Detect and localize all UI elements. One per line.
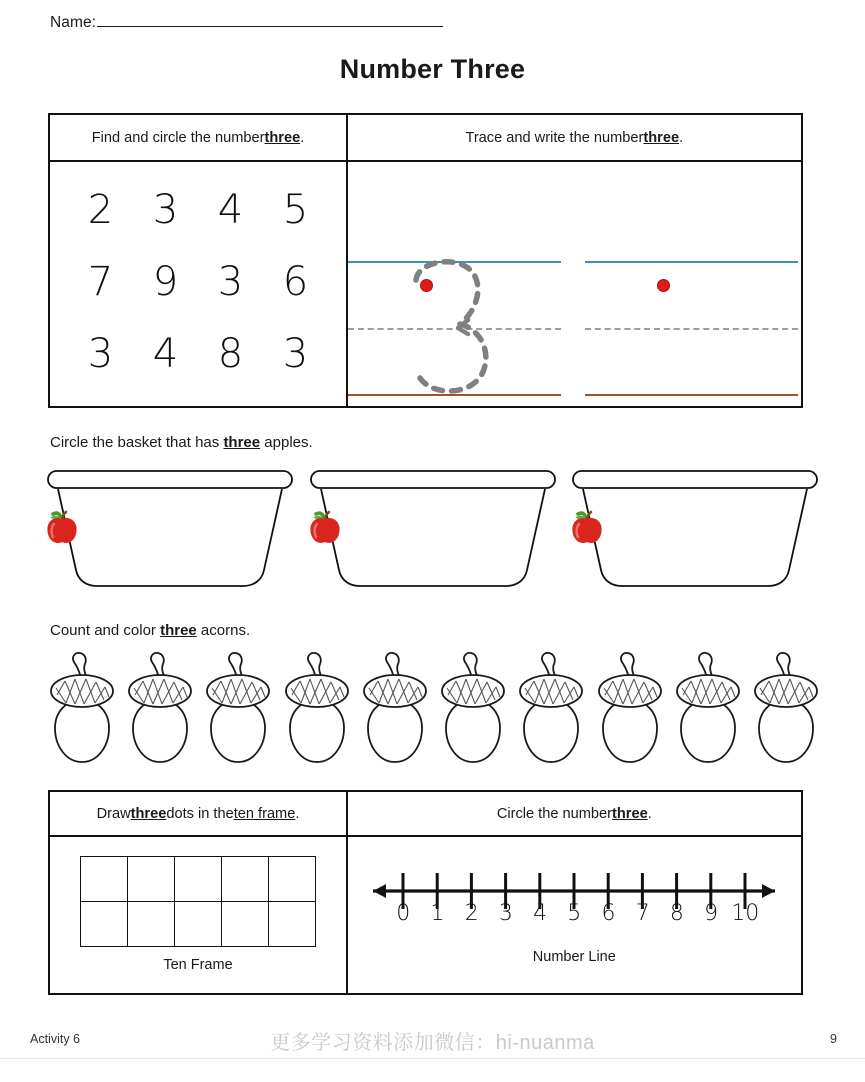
grid-digit[interactable]: 6: [282, 259, 309, 305]
acorn-icon[interactable]: [200, 648, 276, 768]
ten-frame-wrapper: [50, 837, 346, 993]
ten-frame-column: [50, 792, 348, 993]
name-label: Name:: [50, 14, 97, 31]
trace-start-dot: [657, 279, 670, 292]
grid-digit[interactable]: 3: [282, 331, 309, 377]
numline-heading-keyword: three: [612, 805, 648, 822]
grid-digit[interactable]: 3: [217, 259, 244, 305]
ten-frame-cell[interactable]: [221, 901, 269, 947]
trace-write-column: [348, 115, 801, 406]
trace-heading-prefix: Trace and write the number: [465, 129, 644, 146]
basket-shape-icon: [570, 468, 820, 590]
find-heading-prefix: Find and circle the number: [91, 129, 265, 146]
acorn-icon[interactable]: [435, 648, 511, 768]
ten-frame-cell[interactable]: [221, 856, 269, 902]
tracing-area: [348, 162, 801, 406]
number-line-label[interactable]: 8: [669, 901, 684, 926]
guideline-bottom-brown: [585, 394, 798, 396]
number-line-label[interactable]: 5: [567, 901, 582, 926]
ten-frame-grid: [81, 857, 316, 947]
trace-heading-suffix: .: [679, 129, 684, 146]
ten-frame-cell[interactable]: [268, 901, 316, 947]
number-line-column: [348, 792, 801, 993]
number-line-body: [348, 837, 801, 993]
acorn-icon[interactable]: [513, 648, 589, 768]
trace-write-heading: [348, 115, 801, 162]
basket[interactable]: [308, 468, 558, 590]
ten-frame-cell[interactable]: [127, 856, 175, 902]
footer-activity-label: Activity 6: [30, 1032, 81, 1046]
tenframe-heading-mid: dots in the: [166, 805, 234, 822]
number-line-label[interactable]: 1: [430, 901, 445, 926]
apple-icon: [570, 510, 604, 546]
footer-watermark: 更多学习资料添加微信：hi-nuanma: [270, 1032, 595, 1054]
acorns-instruction: [50, 622, 250, 639]
number-line-label[interactable]: 0: [396, 901, 411, 926]
ten-frame-cell[interactable]: [80, 856, 128, 902]
number-line-label[interactable]: 6: [601, 901, 616, 926]
panel-tenframe-and-numberline: [48, 790, 803, 995]
acorns-instruction-prefix: Count and color: [50, 622, 161, 639]
acorn-icon[interactable]: [748, 648, 824, 768]
trace-write-body: [348, 162, 801, 406]
number-line-label[interactable]: 9: [704, 901, 719, 926]
number-line-caption: Number Line: [532, 949, 616, 965]
find-heading-suffix: .: [300, 129, 305, 146]
acorn-icon[interactable]: [592, 648, 668, 768]
ten-frame-caption: Ten Frame: [163, 957, 233, 973]
basket-shape-icon: [308, 468, 558, 590]
ten-frame-heading: [50, 792, 346, 837]
acorn-icon[interactable]: [279, 648, 355, 768]
footer-divider: [0, 1058, 865, 1059]
name-row: [50, 12, 443, 32]
ten-frame-cell[interactable]: [174, 901, 222, 947]
number-search-grid-body: [50, 162, 346, 406]
numline-heading-suffix: .: [647, 805, 652, 822]
baskets-instruction-keyword: three: [223, 434, 261, 451]
acorns-instruction-suffix: acorns.: [196, 622, 251, 639]
guideline-top-blue: [585, 261, 798, 263]
tenframe-heading-keyword2: ten frame: [233, 805, 296, 822]
number-search-grid: [50, 162, 346, 406]
number-line-label[interactable]: 2: [464, 901, 479, 926]
grid-digit[interactable]: 3: [152, 187, 179, 233]
acorn-icon[interactable]: [670, 648, 746, 768]
acorn-icon[interactable]: [357, 648, 433, 768]
apple-icon: [45, 510, 79, 546]
acorn-icon[interactable]: [122, 648, 198, 768]
panel-find-and-trace: [48, 113, 803, 408]
number-line-label[interactable]: 3: [498, 901, 513, 926]
footer-page-number: 9: [830, 1032, 837, 1046]
basket[interactable]: [570, 468, 820, 590]
grid-digit[interactable]: 2: [87, 187, 114, 233]
grid-digit[interactable]: 7: [87, 259, 114, 305]
number-line-label[interactable]: 10: [731, 901, 760, 926]
name-blank-line[interactable]: [97, 12, 443, 27]
grid-digit[interactable]: 5: [282, 187, 309, 233]
dashed-three-outline: [406, 258, 502, 398]
guideline-middle-dashed: [585, 328, 798, 330]
ten-frame-cell[interactable]: [127, 901, 175, 947]
grid-digit[interactable]: 4: [217, 187, 244, 233]
number-line-label[interactable]: 4: [533, 901, 548, 926]
trace-slot-model[interactable]: [348, 162, 561, 406]
acorn-icon[interactable]: [44, 648, 120, 768]
grid-digit[interactable]: 9: [152, 259, 179, 305]
baskets-instruction-suffix: apples.: [260, 434, 313, 451]
grid-digit[interactable]: 4: [152, 331, 179, 377]
tenframe-heading-suffix: .: [295, 805, 300, 822]
find-circle-heading: [50, 115, 346, 162]
baskets-instruction: [50, 434, 313, 451]
tenframe-heading-keyword: three: [130, 805, 167, 822]
apple-icon: [308, 510, 342, 546]
number-line-heading: [348, 792, 801, 837]
numline-heading-prefix: Circle the number: [496, 805, 613, 822]
number-line-figure: [359, 865, 789, 943]
ten-frame-body: [50, 837, 346, 993]
ten-frame-cell[interactable]: [268, 856, 316, 902]
ten-frame-cell[interactable]: [174, 856, 222, 902]
basket[interactable]: [45, 468, 295, 590]
ten-frame-cell[interactable]: [80, 901, 128, 947]
trace-heading-keyword: three: [643, 129, 680, 146]
tenframe-heading-prefix: Draw: [96, 805, 131, 822]
page-title: Number Three: [339, 54, 526, 84]
find-circle-column: [50, 115, 348, 406]
find-heading-keyword: three: [264, 129, 301, 146]
basket-row: [45, 468, 820, 593]
acorns-instruction-keyword: three: [160, 622, 197, 639]
baskets-instruction-prefix: Circle the basket that has: [50, 434, 224, 451]
basket-shape-icon: [45, 468, 295, 590]
number-line-label[interactable]: 7: [635, 901, 650, 926]
acorn-row: [44, 648, 824, 770]
grid-digit[interactable]: 8: [217, 331, 244, 377]
number-line-wrapper: [348, 837, 801, 993]
trace-slot-practice[interactable]: [585, 162, 798, 406]
trace-start-dot: [420, 279, 433, 292]
grid-digit[interactable]: 3: [87, 331, 114, 377]
